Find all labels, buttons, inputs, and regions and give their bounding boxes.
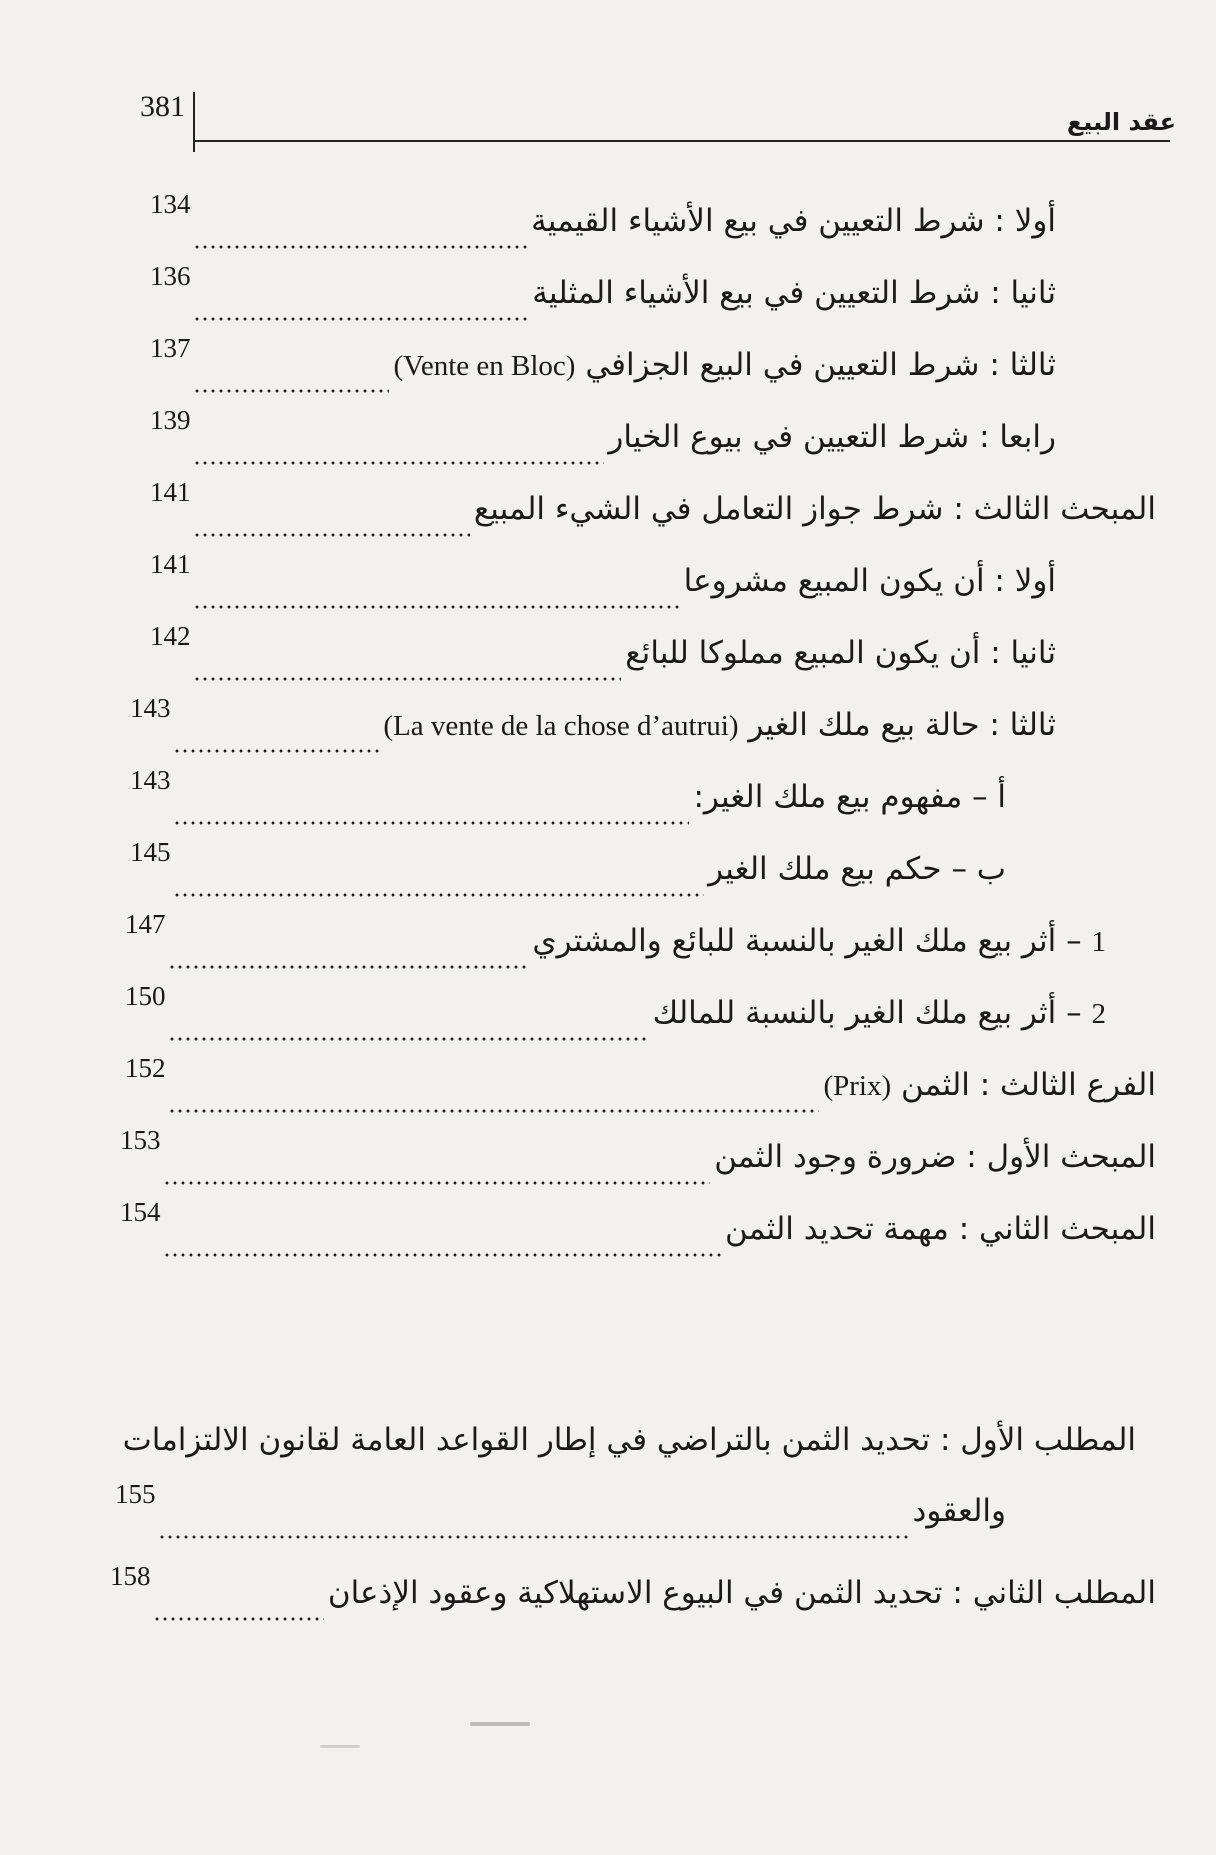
toc-page-number: 134	[150, 189, 191, 219]
toc-entry-title: أولا : أن يكون المبيع مشروعا	[683, 562, 1056, 599]
toc-entry	[130, 756, 1006, 826]
toc-entry	[110, 1552, 1156, 1622]
toc-entry-title	[383, 707, 1056, 754]
toc-page-number: 137	[150, 333, 191, 363]
toc-leader-dots	[193, 432, 605, 466]
toc-entry-first-line: المطلب الأول : تحديد الثمن بالتراضي في إطار القواعد العامة لقانون الالتزامات	[122, 1422, 1136, 1458]
toc-entry	[115, 1470, 1006, 1540]
page-number: 381	[140, 90, 185, 123]
toc-page-number: 152	[125, 1053, 166, 1083]
toc-leader-dots	[193, 504, 470, 538]
toc-entry-title: المطلب الثاني : تحديد الثمن في البيوع الاستهلاكية وعقود الإذعان	[327, 1574, 1156, 1611]
toc-page-number: 153	[120, 1125, 161, 1155]
toc-entry-title-text: ثالثا : حالة بيع ملك الغير	[748, 706, 1056, 743]
toc-page-number: 136	[150, 261, 191, 291]
toc-entry-title: أولا : شرط التعيين في بيع الأشياء القيمية	[531, 202, 1056, 239]
toc-entry	[150, 468, 1156, 538]
toc-entry	[150, 612, 1056, 682]
toc-entry-foreign-term: (La vente de la chose d’autrui)	[383, 709, 739, 742]
toc-leader-dots	[168, 1008, 649, 1042]
toc-entry-title: رابعا : شرط التعيين في بيوع الخيار	[608, 418, 1056, 455]
toc-leader-dots	[168, 936, 529, 970]
toc-leader-dots	[163, 1224, 721, 1258]
toc-entry-title-text: ثالثا : شرط التعيين في البيع الجزافي	[585, 346, 1056, 383]
toc-page-number: 143	[130, 693, 171, 723]
toc-leader-dots	[193, 216, 528, 250]
toc-entry-foreign-term: (Vente en Bloc)	[393, 349, 576, 382]
toc-leader-dots	[193, 360, 390, 394]
toc-page-number: 141	[150, 477, 191, 507]
toc-page-number: 154	[120, 1197, 161, 1227]
toc-entry	[125, 1044, 1156, 1114]
book-title: عقد البيع	[1066, 108, 1176, 136]
toc-entry-title	[532, 923, 1106, 970]
toc-entry	[120, 1116, 1156, 1186]
toc-entry	[120, 1188, 1156, 1258]
toc-entry-title-text: الفرع الثالث : الثمن	[900, 1066, 1156, 1103]
toc-entry-title	[653, 995, 1106, 1042]
toc-entry-number: 1	[1091, 925, 1106, 958]
toc-page-number: 155	[115, 1479, 156, 1509]
toc-entry	[150, 396, 1056, 466]
toc-leader-dots	[173, 864, 705, 898]
toc-leader-dots	[193, 648, 622, 682]
toc-entry-title: ب – حكم بيع ملك الغير	[708, 850, 1006, 887]
toc-page-number: 143	[130, 765, 171, 795]
toc-entry-title-text: – أثر بيع ملك الغير بالنسبة للبائع والمشتري	[532, 922, 1082, 959]
toc-page-number: 142	[150, 621, 191, 651]
toc-entry	[125, 900, 1106, 970]
toc-leader-dots	[168, 1080, 820, 1114]
toc-entry	[130, 828, 1006, 898]
toc-entry	[150, 252, 1056, 322]
toc-entry-title: أ – مفهوم بيع ملك الغير:	[693, 778, 1006, 815]
paper-smudge	[320, 1745, 360, 1748]
toc-entry-title-text: – أثر بيع ملك الغير بالنسبة للمالك	[652, 994, 1082, 1031]
toc-entry-title: المبحث الثالث : شرط جواز التعامل في الشيء المبيع	[473, 490, 1156, 527]
toc-leader-dots	[173, 720, 380, 754]
toc-leader-dots	[193, 576, 680, 610]
toc-entry-title	[823, 1067, 1156, 1114]
toc-page-number: 158	[110, 1561, 151, 1591]
toc-leader-dots	[173, 792, 690, 826]
toc-leader-dots	[153, 1588, 324, 1622]
paper-smudge	[470, 1722, 530, 1726]
toc-page-number: 147	[125, 909, 166, 939]
toc-entry	[130, 684, 1056, 754]
toc-entry-title: المبحث الأول : ضرورة وجود الثمن	[714, 1138, 1156, 1175]
toc-entry-title: المبحث الثاني : مهمة تحديد الثمن	[724, 1210, 1156, 1247]
toc-leader-dots	[158, 1506, 909, 1540]
toc-entry	[150, 180, 1056, 250]
toc-leader-dots	[193, 288, 529, 322]
toc-entry	[125, 972, 1106, 1042]
toc-entry	[150, 540, 1056, 610]
toc-entry-title: ثانيا : شرط التعيين في بيع الأشياء المثلية	[532, 274, 1056, 311]
toc-leader-dots	[163, 1152, 711, 1186]
toc-entry	[150, 324, 1056, 394]
toc-entry-number: 2	[1091, 997, 1106, 1030]
toc-page-number: 139	[150, 405, 191, 435]
toc-page-number: 150	[125, 981, 166, 1011]
toc-entry-title	[393, 347, 1056, 394]
toc-entry-title: ثانيا : أن يكون المبيع مملوكا للبائع	[625, 634, 1056, 671]
toc-page-number: 141	[150, 549, 191, 579]
toc-entry-title: والعقود	[912, 1492, 1006, 1529]
toc-entry-foreign-term: (Prix)	[823, 1069, 892, 1102]
toc-page-number: 145	[130, 837, 171, 867]
